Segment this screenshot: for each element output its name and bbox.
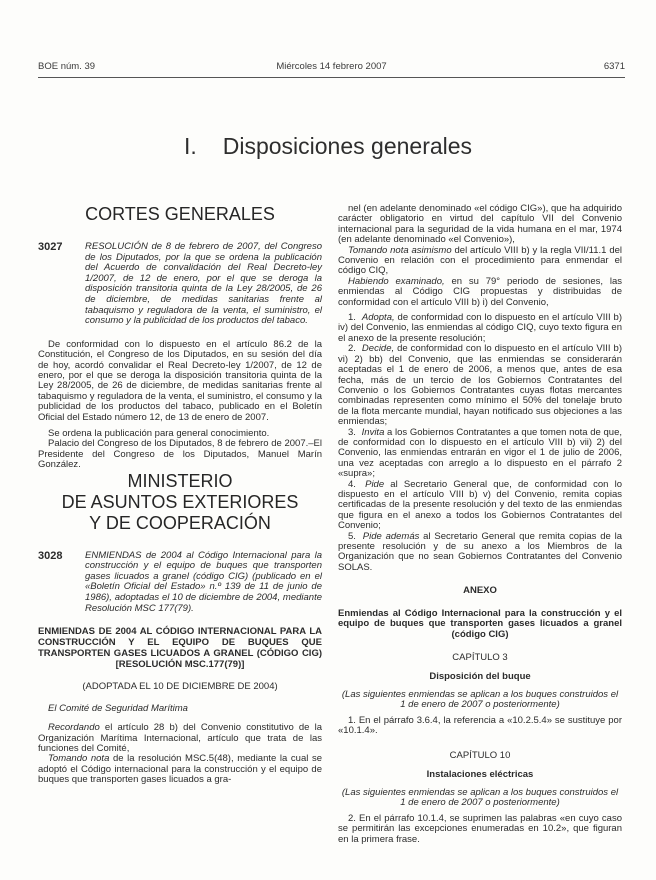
item-2-lead: Decide, [361,343,395,355]
item-5-rest: al Secretario General que remita copias de la presente resolución y de su anexo a los Miembros de la Organización que no sean Gobiernos Contratantes del Convenio SOLAS. [338,530,622,573]
item-4-number: 4. [348,478,356,490]
resolution-items [338,313,622,573]
main-title-numeral: I. [183,133,197,159]
chapter-3-item: 1. En el párrafo 3.6.4, la referencia a «10.2.5.4» se sustituye por «10.1.4». [338,715,622,737]
entry-3028-summary: ENMIENDAS de 2004 al Código Internacional para la construcción y el equipo de buques que transporten gases licuados a granel (código CIG) (publicado en el «Boletín Oficial del Estado» n.º 139 de 11 de junio de 1986), adoptadas el 10 de diciembre de 2004, mediante Resolución MSC 177(79). [85,549,322,614]
paragraph-habiendo-examinado [338,277,622,308]
chapter-10-item: 2. En el párrafo 10.1.4, se suprimen las palabras «en cuyo caso se permitirán las excepciones enumeradas en 10.2», que figuran en la primera frase. [338,812,622,845]
resolution-item-1 [338,313,622,344]
resolution-item-3 [338,428,622,480]
paragraph-tomando-nota [38,754,322,785]
paragraph-palacio: Palacio del Congreso de los Diputados, 8 de febrero de 2007.–El Presidente del Congreso de los Diputados, Manuel Marín González. [38,438,322,471]
item-1-rest: de conformidad con lo dispuesto en el artículo VIII b) iv) del Convenio, las enmiendas al código CIQ, cuyo texto figura en el anexo de la presente resolución; [338,312,622,344]
chapter-10-subheading: Instalaciones eléctricas [426,769,534,781]
item-1-number: 1. [348,312,356,324]
paragraph-tomando-asimismo [338,246,622,277]
resolution-item-5 [338,532,622,574]
item-3-lead: Invita [361,426,385,438]
tomando-asimismo-lead: Tomando nota asimismo [348,244,452,256]
header-issue-number: BOE núm. 39 [38,61,96,72]
anexo-subtitle: Enmiendas al Código Internacional para la construcción y el equipo de buques que transporten gases licuados a granel (código CIG) [338,607,622,641]
adopted-line: (ADOPTADA EL 10 DE DICIEMBRE DE 2004) [82,681,278,693]
tomando-lead: Tomando nota [48,753,110,765]
committee-line: El Comité de Seguridad Marítima [48,702,188,714]
amendments-title: ENMIENDAS DE 2004 AL CÓDIGO INTERNACIONAL PARA LA CONSTRUCCIÓN Y EL EQUIPO DE BUQUES QUE TRANSPORTEN GASES LICUADOS A GRANEL (CÓDIGO CIG) [RESOLUCIÓN MSC.177(79)] [38,626,322,670]
item-2-number: 2. [348,343,356,355]
chapter-3-subheading: Disposición del buque [429,671,531,683]
tomando-asimismo-rest: del artículo VIII b) y la regla VII/11.1 del Convenio en relación con el procedimiento para enmendar el código CIQ, [338,244,622,277]
right-column [338,204,622,859]
section-heading-cortes-generales: CORTES GENERALES [85,204,275,224]
item-5-number: 5. [348,530,356,542]
tomando-rest: de la resolución MSC.5(48), mediante la cual se adoptó el Código internacional para la construcción y el equipo de buques que transporten gases licuados a gra- [38,753,322,786]
entry-3027-number: 3027 [38,241,63,253]
left-column [38,204,322,859]
recordando-rest: el artículo 28 b) del Convenio constitutivo de la Organización Marítima Internacional, artículo que trata de las funciones del Comité, [38,722,322,754]
item-3-number: 3. [348,426,356,438]
ministry-line-1: MINISTERIO [127,470,233,491]
chapter-3-heading: CAPÍTULO 3 [452,652,508,664]
item-4-rest: al Secretario General que, de conformidad con lo dispuesto en el artículo VIII b) v) del Convenio, remita copias certificadas de la presente resolución y del texto de las enmiendas que figura en el anexo a todos los Gobiernos Contratantes del Convenio; [338,478,622,532]
item-5-lead: Pide además [362,530,420,542]
paragraph-nel-continuation: nel (en adelante denominado «el código CIG»), que ha adquirido carácter obligatorio en virtud del capítulo VII del Convenio internacional para la seguridad de la vida humana en el mar, 1974 (en adelante denominado «el Convenio»), [338,203,622,246]
ministry-line-2: DE ASUNTOS EXTERIORES [61,491,299,512]
resolution-item-4 [338,480,622,532]
resolution-item-2 [338,344,622,427]
item-2-rest: de conformidad con lo dispuesto en el artículo VIII b) vi) 2) bb) del Convenio, que las enmiendas se considerarán aceptadas el 1 de enero de 2006, a menos que, antes de esa fecha, más de un tercio de los Gobiernos Contratantes del Convenio o los Gobiernos Contratantes cuyas flotas mercantes combinadas representen como mínimo el 50% del tonelaje bruto de la flota mercante mundial, hayan notificado sus objeciones a las enmiendas; [338,343,622,428]
main-title-text: Disposiciones generales [222,133,473,159]
text-columns [38,204,625,859]
section-heading-ministerio [38,471,322,534]
ministry-line-3: Y DE COOPERACIÓN [89,512,271,533]
header-page-number: 6371 [603,61,625,72]
item-4-lead: Pide [365,478,385,490]
chapter-10-heading: CAPÍTULO 10 [449,749,511,761]
habiendo-lead: Habiendo examinado, [348,275,445,287]
chapter-3-note: (Las siguientes enmiendas se aplican a los buques construidos el 1 de enero de 2007 o posteriormente) [341,688,619,711]
header-date: Miércoles 14 febrero 2007 [276,61,387,72]
paragraph-convalidacion: De conformidad con lo dispuesto en el artículo 86.2 de la Constitución, el Congreso de los Diputados, en su sesión del día de hoy, acordó convalidar el Real Decreto-ley 1/2007, de 12 de enero, por el que se deroga la disposición transitoria quinta de la Ley 28/2005, de 26 de diciembre, de medidas sanitarias frente al tabaquismo y reguladora de la venta, el suministro, el consumo y la publicidad de los productos del tabaco, publicado en el Boletín Oficial del Estado número 12, de 13 de enero de 2007. [38,338,322,423]
main-title [0,133,656,159]
entry-3027 [38,242,322,327]
anexo-heading: ANEXO [463,585,497,597]
habiendo-rest: en su 79° periodo de sesiones, las enmiendas al Código CIG propuestas y distribuidas de conformidad con el artículo VIII b) i) del Convenio, [338,275,622,308]
item-3-rest: a los Gobiernos Contratantes a que tomen nota de que, de conformidad con lo dispuesto en el artículo VIII b) vii) 2) del Convenio, las enmiendas entrarán en vigor el 1 de julio de 2006, una vez aceptadas con arreglo a lo dispuesto en el párrafo 2 «supra»; [338,426,622,480]
paragraph-orden-publicacion: Se ordena la publicación para general conocimiento. [48,428,270,439]
item-1-lead: Adopta, [361,312,395,324]
entry-3028 [38,551,322,615]
chapter-10-note: (Las siguientes enmiendas se aplican a los buques construidos el 1 de enero de 2007 o posteriormente) [341,786,619,809]
page-header [38,61,625,78]
entry-3028-number: 3028 [38,549,63,562]
recordando-lead: Recordando [48,722,100,734]
paragraph-recordando [38,723,322,754]
entry-3027-summary: RESOLUCIÓN de 8 de febrero de 2007, del Congreso de los Diputados, por la que se ordena la publicación del Acuerdo de convalidación del Real Decreto-ley 1/2007, de 12 de enero, por el que se deroga la disposición transitoria quinta de la Ley 28/2005, de 26 de diciembre, de medidas sanitarias frente al tabaquismo y reguladora de la venta, el suministro, el consumo y la publicidad de los productos del tabaco. [85,241,322,327]
